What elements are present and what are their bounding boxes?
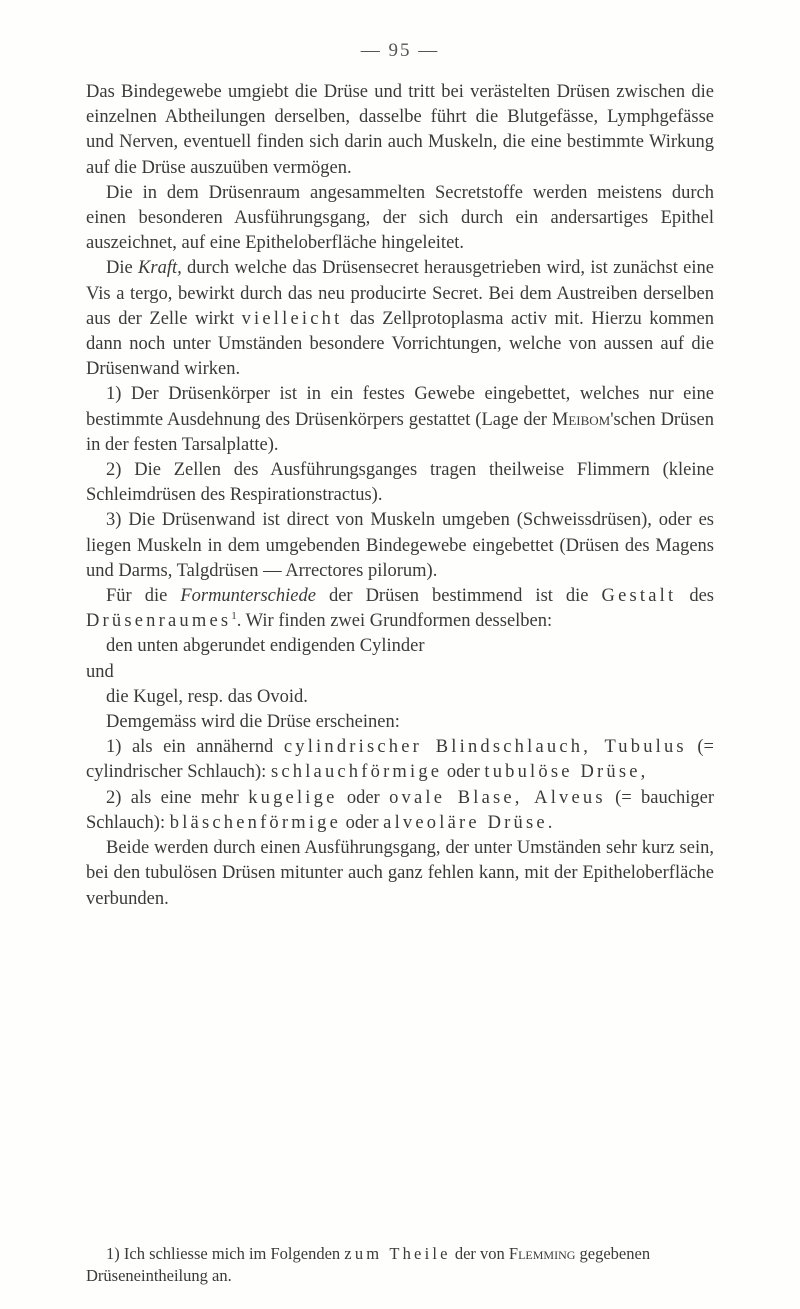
form-sphere: die Kugel, resp. das Ovoid.: [106, 686, 308, 707]
list-item-3: 3) Die Drüsenwand ist direct von Muskeln umgeben (Schweissdrüsen), oder es liegen Muskeln in dem umgebenden Bindegewebe eingebettet (Drüsen des Magens und Darms, Talgdrüsen — Arrectores pilorum).: [86, 510, 714, 581]
emphasis-kugelige: kugelige: [248, 787, 338, 808]
list-item-1: 1) Der Drüsenkörper ist in ein festes Gewebe eingebettet, welches nur eine bestimmte Ausdehnung des Drüsenkörpers gestattet (Lage der Meibom'schen Drüsen in der festen Tarsalplatte).: [86, 384, 715, 455]
form-item-tubular: 1) als ein annähernd cylindrischer Blindschlauch, Tubulus (= cylindrischer Schlauch): schlauchförmige oder tubulöse Drüse,: [86, 737, 714, 783]
paragraph-secretion-duct: Die in dem Drüsenraum angesammelten Secretstoffe werden meistens durch einen besonderen Ausführungsgang, der sich durch ein andersartiges Epithel auszeichnet, auf eine Epitheloberfläche hingeleitet.: [86, 182, 714, 254]
emphasis-formunterschiede: Formunterschiede: [180, 586, 316, 607]
paragraph-consequently: Demgemäss wird die Drüse erscheinen:: [106, 712, 400, 733]
name-flemming: Flemming: [508, 1244, 576, 1263]
emphasis-tubulus: cylindrischer Blindschlauch, Tubulus: [283, 737, 687, 758]
page-number: — 95 —: [360, 40, 440, 61]
paragraph-form-differences: Für die Formunterschiede der Drüsen bestimmend ist die Gestalt des Drüsenraumes$^1$. Wir finden zwei Grundformen desselben:: [86, 586, 714, 632]
emphasis-alveus: ovale Blase, Alveus: [389, 787, 606, 808]
form-item-alveolar: 2) als eine mehr kugelige oder ovale Blase, Alveus (= bauchiger Schlauch): bläschenförmige oder alveoläre Drüse.: [86, 787, 714, 833]
emphasis-kraft: Kraft,: [138, 258, 182, 279]
emphasis-alveolaere: alveoläre Drüse.: [383, 812, 556, 833]
name-meibom: Meibom: [551, 409, 611, 430]
footnote: 1) Ich schliesse mich im Folgenden zum Theile der von Flemming gegebenen Drüseneintheilung an.: [86, 1244, 651, 1285]
main-text: [86, 80, 714, 912]
emphasis-schlauchfoermige: schlauchförmige: [270, 762, 443, 783]
paragraph-connective-tissue: Das Bindegewebe umgiebt die Drüse und tritt bei verästelten Drüsen zwischen die einzelnen Abtheilungen derselben, dasselbe führt die Blutgefässe, Lymphgefässe und Nerven, eventuell finden sich darin auch Muskeln, die eine bestimmte Wirkung auf die Drüse auszuüben vermögen.: [86, 82, 714, 178]
emphasis-druesenraumes: Drüsenraumes: [86, 611, 232, 632]
emphasis-gestalt: Gestalt: [601, 586, 677, 607]
emphasis-zum-theile: zum Theile: [344, 1244, 451, 1263]
emphasis-blaeschenfoermige: bläschenförmige: [169, 812, 342, 833]
form-and: und: [86, 661, 114, 682]
emphasis-vielleicht: vielleicht: [241, 308, 343, 329]
emphasis-tubuloese: tubulöse Drüse,: [484, 762, 649, 783]
form-cylinder: den unten abgerundet endigenden Cylinder: [106, 636, 425, 657]
paragraph-both-connected: Beide werden durch einen Ausführungsgang, der unter Umständen sehr kurz sein, bei den tubulösen Drüsen mitunter auch ganz fehlen kann, mit der Epitheloberfläche verbunden.: [86, 838, 714, 909]
paragraph-force: Die Kraft, durch welche das Drüsensecret herausgetrieben wird, ist zunächst eine Vis a tergo, bewirkt durch das neu producirte Secret. Bei dem Austreiben derselben aus der Zelle wirkt vielleicht das Zellprotoplasma activ mit. Hierzu kommen dann noch unter Umständen besondere Vorrichtungen, welche von aussen auf die Drüsenwand wirken.: [86, 258, 714, 380]
footnote-marker: 1: [231, 610, 237, 623]
list-item-2: 2) Die Zellen des Ausführungsganges tragen theilweise Flimmern (kleine Schleimdrüsen des Respirationstractus).: [86, 460, 714, 506]
